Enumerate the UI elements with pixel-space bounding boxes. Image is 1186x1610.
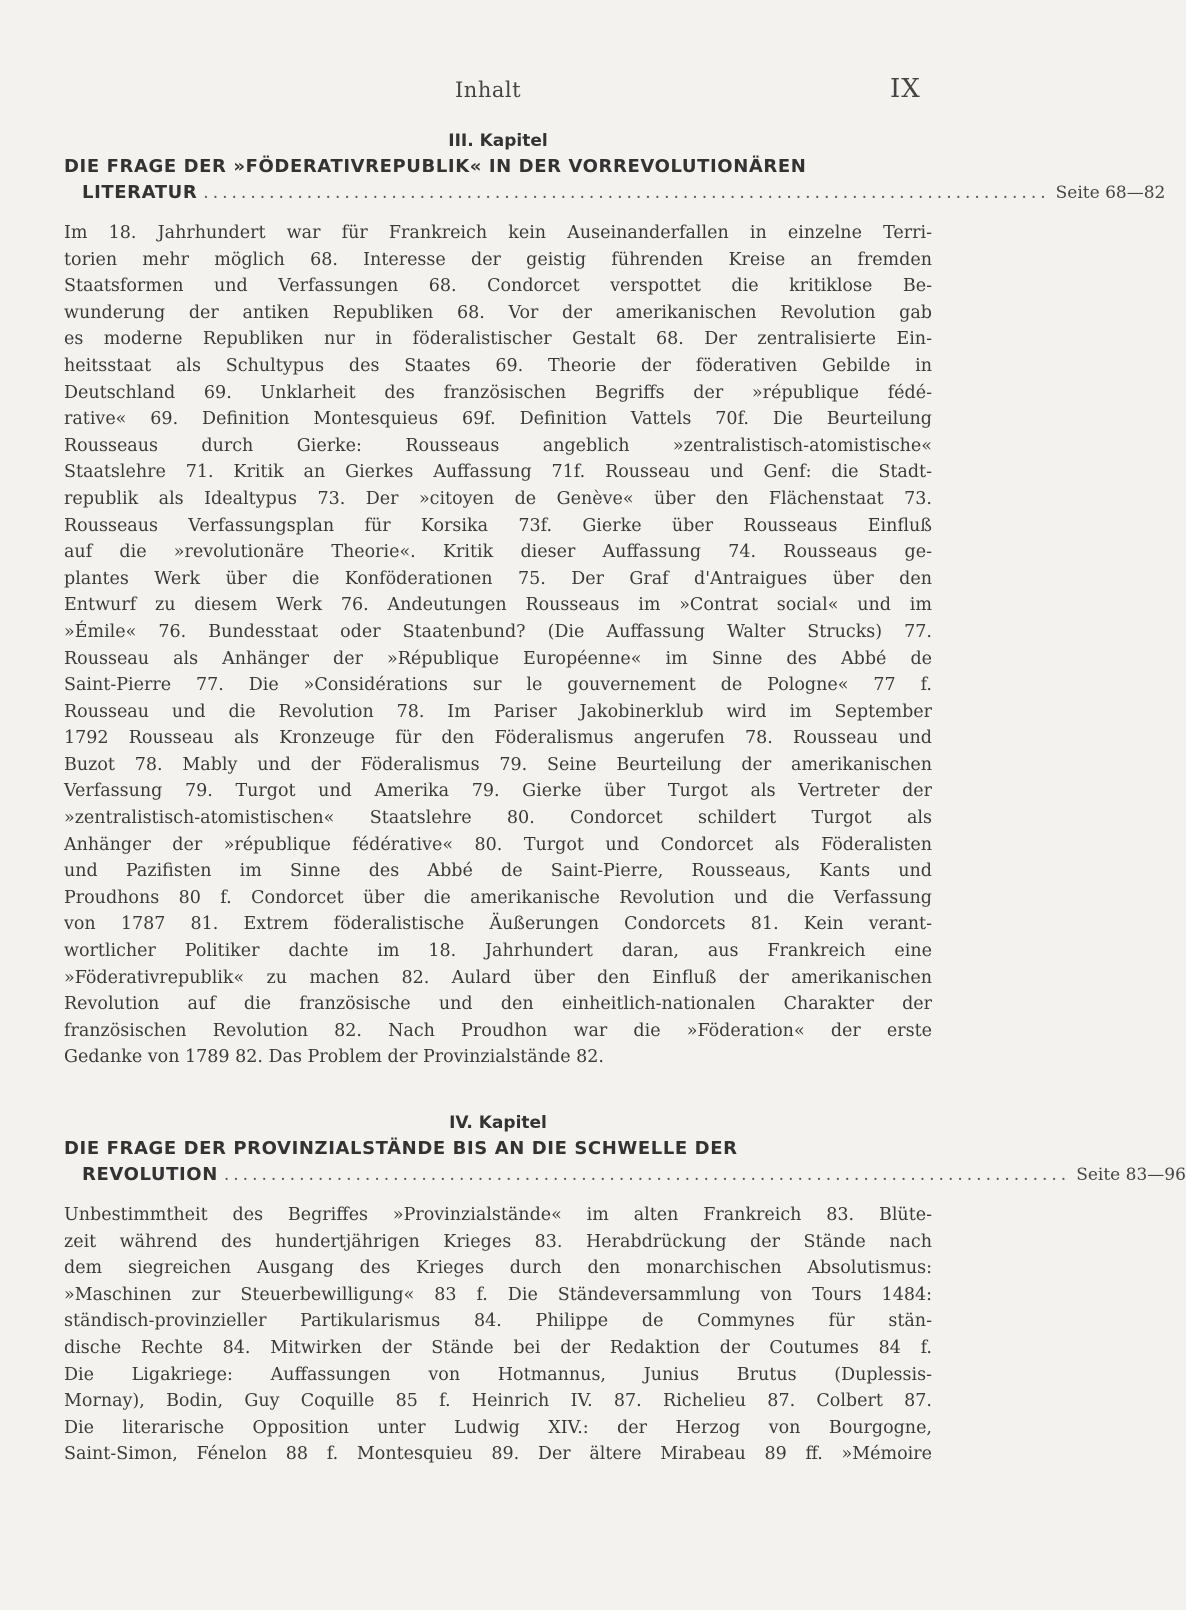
chapter-heading: DIE FRAGE DER »FÖDERATIVREPUBLIK« IN DER VORREVOLUTIONÄREN [64,156,807,177]
summary-line: »Émile« 76. Bundesstaat oder Staatenbund? (Die Auffassung Walter Strucks) 77. [64,621,932,642]
chapter-heading-continued [64,1162,1186,1188]
running-head [0,72,1000,112]
page-range: Seite 68—82 [1055,183,1166,203]
summary-line: Entwurf zu diesem Werk 76. Andeutungen Rousseaus im »Contrat social« und im [64,595,932,616]
summary-line: Saint-Simon, Fénelon 88 f. Montesquieu 89. Der ältere Mirabeau 89 ff. »Mémoire [64,1444,932,1465]
running-title: Inhalt [455,78,522,102]
summary-line: »zentralistisch-atomistischen« Staatslehre 80. Condorcet schildert Turgot als [64,808,932,829]
summary-line: zeit während des hundertjährigen Krieges 83. Herabdrückung der Stände nach [64,1231,932,1252]
summary-line: Deutschland 69. Unklarheit des französischen Begriffs der »république fédé- [64,382,932,403]
summary-line: Mornay), Bodin, Guy Coquille 85 f. Heinrich IV. 87. Richelieu 87. Colbert 87. [64,1391,932,1412]
chapter-summary [64,1202,932,1468]
summary-line: französischen Revolution 82. Nach Proudhon war die »Föderation« der erste [64,1020,932,1041]
summary-line: Rousseau als Anhänger der »République Européenne« im Sinne des Abbé de [64,648,932,669]
summary-line: dem siegreichen Ausgang des Krieges durch den monarchischen Absolutismus: [64,1258,932,1279]
summary-line: Die Ligakriege: Auffassungen von Hotmannus, Junius Brutus (Duplessis- [64,1364,932,1385]
summary-line: Staatslehre 71. Kritik an Gierkes Auffassung 71f. Rousseau und Genf: die Stadt- [64,462,932,483]
chapter-label: III. Kapitel [448,131,548,151]
chapter-summary [64,220,932,1071]
summary-line: republik als Idealtypus 73. Der »citoyen de Genève« über den Flächenstaat 73. [64,488,932,509]
summary-line: torien mehr möglich 68. Interesse der geistig führenden Kreise an fremden [64,249,932,270]
summary-line: »Maschinen zur Steuerbewilligung« 83 f. Die Ständeversammlung von Tours 1484: [64,1284,932,1305]
dot-leader: .......................................................................................... [223,1165,1071,1185]
summary-line: auf die »revolutionäre Theorie«. Kritik dieser Auffassung 74. Rousseaus ge- [64,542,932,563]
summary-line: wortlicher Politiker dachte im 18. Jahrhundert daran, aus Frankreich eine [64,941,932,962]
chapter-heading-continued [64,180,1166,206]
dot-leader: .......................................................................................... [203,183,1050,203]
summary-line: heitsstaat als Schultypus des Staates 69. Theorie der föderativen Gebilde in [64,355,932,376]
summary-line: Im 18. Jahrhundert war für Frankreich kein Auseinanderfallen in einzelne Terri- [64,223,932,243]
page-range: Seite 83—96 [1076,1165,1186,1185]
summary-line: »Föderativrepublik« zu machen 82. Aulard über den Einfluß der amerikanischen [64,967,932,988]
summary-line: es moderne Republiken nur in föderalistischer Gestalt 68. Der zentralisierte Ein- [64,329,932,350]
chapter-4-entry [64,1110,1186,1468]
summary-line: plantes Werk über die Konföderationen 75. Der Graf d'Antraigues über den [64,568,932,589]
summary-line: Rousseaus Verfassungsplan für Korsika 73f. Gierke über Rousseaus Einfluß [64,515,932,536]
chapter-3-entry [64,128,1166,1071]
summary-line: Rousseaus durch Gierke: Rousseaus angeblich »zentralistisch-atomistische« [64,435,932,456]
summary-line: Verfassung 79. Turgot und Amerika 79. Gierke über Turgot als Vertreter der [64,781,932,802]
summary-line: Rousseau und die Revolution 78. Im Pariser Jakobinerklub wird im September [64,701,932,722]
summary-line: Staatsformen und Verfassungen 68. Condorcet verspottet die kritiklose Be- [64,276,932,297]
summary-line: Die literarische Opposition unter Ludwig XIV.: der Herzog von Bourgogne, [64,1417,932,1438]
summary-line: wunderung der antiken Republiken 68. Vor der amerikanischen Revolution gab [64,302,932,323]
summary-line: und Pazifisten im Sinne des Abbé de Saint-Pierre, Rousseaus, Kants und [64,861,932,882]
summary-line: 1792 Rousseau als Kronzeuge für den Föderalismus angerufen 78. Rousseau und [64,728,932,749]
summary-line: ständisch-provinzieller Partikularismus 84. Philippe de Commynes für stän- [64,1311,932,1332]
summary-line: Proudhons 80 f. Condorcet über die amerikanische Revolution und die Verfassung [64,887,932,908]
summary-line: rative« 69. Definition Montesquieus 69f. Definition Vattels 70f. Die Beurteilung [64,409,932,430]
summary-line: Revolution auf die französische und den einheitlich-nationalen Charakter der [64,994,932,1015]
summary-line: Gedanke von 1789 82. Das Problem der Provinzialstände 82. [64,1047,604,1068]
chapter-heading: DIE FRAGE DER PROVINZIALSTÄNDE BIS AN DIE SCHWELLE DER [64,1138,738,1159]
summary-line: Buzot 78. Mably und der Föderalismus 79. Seine Beurteilung der amerikanischen [64,754,932,775]
summary-line: von 1787 81. Extrem föderalistische Äußerungen Condorcets 81. Kein verant- [64,914,932,935]
chapter-label: IV. Kapitel [449,1113,547,1133]
page-number: IX [890,74,921,104]
chapter-heading-tail: LITERATUR [82,182,198,203]
summary-line: dische Rechte 84. Mitwirken der Stände bei der Redaktion der Coutumes 84 f. [64,1337,932,1358]
summary-line: Unbestimmtheit des Begriffes »Provinzialstände« im alten Frankreich 83. Blüte- [64,1205,932,1225]
summary-line: Anhänger der »république fédérative« 80. Turgot und Condorcet als Föderalisten [64,834,932,855]
summary-line: Saint-Pierre 77. Die »Considérations sur le gouvernement de Pologne« 77 f. [64,675,932,696]
chapter-heading-tail: REVOLUTION [82,1164,218,1185]
